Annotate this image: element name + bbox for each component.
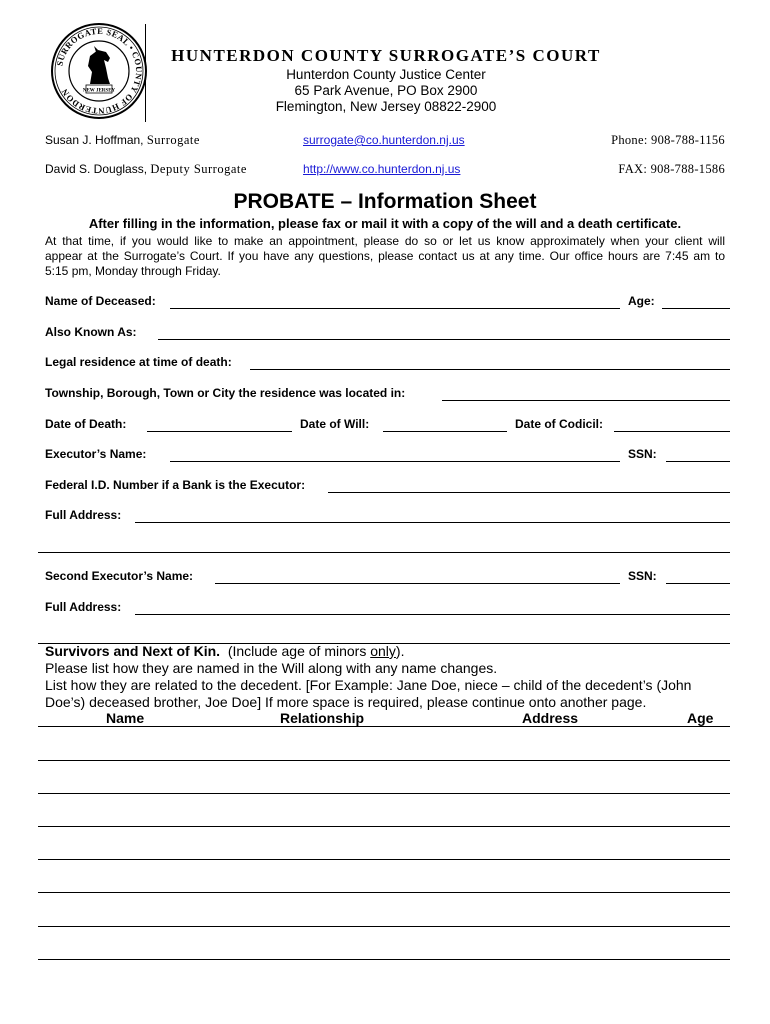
table-header-rule — [38, 726, 730, 727]
address-line-3: Flemington, New Jersey 08822-2900 — [275, 99, 497, 114]
date-of-death-field[interactable] — [147, 431, 292, 432]
form-subtitle: After filling in the information, please fax or mail it with a copy of the will and a death certificate. — [88, 216, 682, 231]
address-line-1: Hunterdon County Justice Center — [286, 67, 486, 82]
fax-number: FAX: 908-788-1586 — [618, 162, 725, 176]
survivor-row[interactable] — [38, 926, 730, 927]
seal-inner-text: NEW JERSEY — [82, 88, 116, 94]
survivor-row[interactable] — [38, 760, 730, 761]
column-header-name: Name — [106, 710, 145, 726]
ssn-field[interactable] — [666, 461, 730, 462]
deputy-title: Deputy Surrogate — [150, 162, 247, 176]
survivor-row[interactable] — [38, 859, 730, 860]
date-of-will-label: Date of Will: — [300, 417, 370, 431]
seal-ring-text: SURROGATE SEAL • COUNTY OF HUNTERDON — [54, 25, 145, 117]
court-name: HUNTERDON COUNTY SURROGATE’S COURT — [171, 46, 601, 65]
date-of-death-label: Date of Death: — [45, 417, 127, 431]
surrogate-name: Susan J. Hoffman, — [45, 133, 147, 147]
full-address-label: Full Address: — [45, 508, 122, 522]
intro-line: 5:15 pm, Monday through Friday. — [45, 264, 221, 278]
legal-residence-field[interactable] — [250, 369, 730, 370]
second-executor-label: Second Executor’s Name: — [45, 569, 194, 583]
survivors-note-only: only — [370, 643, 396, 659]
survivors-note-pre: (Include age of minors — [220, 643, 371, 659]
surrogate-contact — [45, 133, 200, 148]
survivors-instruction-1: Please list how they are named in the Will along with any name changes. — [45, 660, 498, 676]
full-address-field[interactable] — [135, 522, 730, 523]
name-of-deceased-label: Name of Deceased: — [45, 294, 156, 308]
also-known-as-label: Also Known As: — [45, 325, 137, 339]
intro-line: At that time, if you would like to make an appointment, please do so or let us know approximately when your client will — [45, 234, 725, 248]
ssn-label: SSN: — [628, 447, 657, 461]
also-known-as-field[interactable] — [158, 339, 730, 340]
full-address2-label: Full Address: — [45, 600, 122, 614]
ssn2-label: SSN: — [628, 569, 657, 583]
website-link[interactable]: http://www.co.hunterdon.nj.us — [303, 162, 461, 176]
full-address2-field[interactable] — [135, 614, 730, 615]
township-label: Township, Borough, Town or City the residence was located in: — [45, 386, 406, 400]
full-address-field-continued[interactable] — [38, 552, 730, 553]
second-executor-field[interactable] — [215, 583, 620, 584]
date-of-will-field[interactable] — [383, 431, 507, 432]
survivors-note-post: ). — [395, 643, 405, 659]
address-line-2: 65 Park Avenue, PO Box 2900 — [294, 83, 478, 98]
survivors-instruction-3: Doe’s) deceased brother, Joe Doe] If more space is required, please continue onto another page. — [45, 694, 647, 710]
surrogate-email-link[interactable]: surrogate@co.hunterdon.nj.us — [303, 133, 465, 147]
county-seal — [50, 22, 148, 120]
column-header-address: Address — [522, 710, 579, 726]
survivor-row[interactable] — [38, 826, 730, 827]
header-divider — [145, 24, 146, 122]
federal-id-label: Federal I.D. Number if a Bank is the Executor: — [45, 478, 306, 492]
surrogate-title: Surrogate — [146, 133, 200, 147]
survivor-row[interactable] — [38, 793, 730, 794]
date-of-codicil-field[interactable] — [614, 431, 730, 432]
date-of-codicil-label: Date of Codicil: — [515, 417, 604, 431]
ssn2-field[interactable] — [666, 583, 730, 584]
township-field[interactable] — [442, 400, 730, 401]
legal-residence-label: Legal residence at time of death: — [45, 355, 232, 369]
horse-head-icon — [88, 50, 110, 84]
executor-name-label: Executor’s Name: — [45, 447, 147, 461]
age-label: Age: — [628, 294, 655, 308]
deputy-contact — [45, 162, 247, 177]
name-of-deceased-field[interactable] — [170, 308, 620, 309]
seal-graphic — [50, 22, 148, 120]
executor-name-field[interactable] — [170, 461, 620, 462]
age-field[interactable] — [662, 308, 730, 309]
survivor-row[interactable] — [38, 959, 730, 960]
form-title: PROBATE – Information Sheet — [233, 190, 537, 213]
survivors-heading: Survivors and Next of Kin. — [45, 643, 221, 659]
column-header-relationship: Relationship — [280, 710, 365, 726]
survivors-instruction-2: List how they are related to the decedent. [For Example: Jane Doe, niece – child of the decedent’s (John — [45, 677, 692, 693]
survivor-row[interactable] — [38, 892, 730, 893]
deputy-name: David S. Douglass, — [45, 162, 151, 176]
phone-number: Phone: 908-788-1156 — [611, 133, 725, 147]
column-header-age: Age — [687, 710, 714, 726]
intro-paragraph — [45, 234, 725, 279]
survivors-heading-line — [45, 643, 404, 659]
federal-id-field[interactable] — [328, 492, 730, 493]
intro-line: appear at the Surrogate’s Court. If you have any questions, please contact us at any time. Our office hours are 7:45 am to — [45, 249, 725, 263]
